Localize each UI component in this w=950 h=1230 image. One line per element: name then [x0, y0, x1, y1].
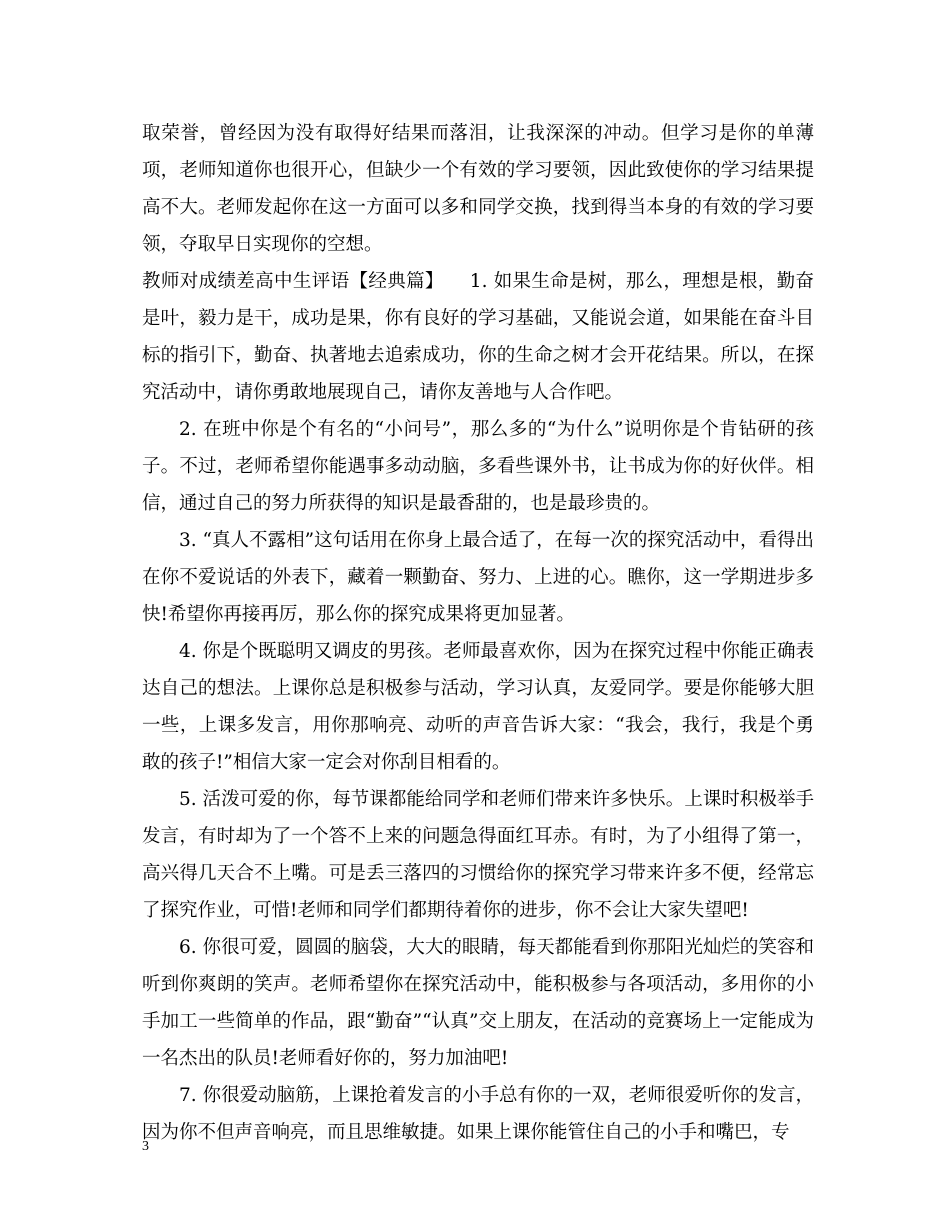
page-number: 3 — [142, 1139, 149, 1154]
paragraph-item-7: 7. 你很爱动脑筋，上课抢着发言的小手总有你的一双，老师很爱听你的发言，因为你不但声音响亮，而且思维敏捷。如果上课你能管住自己的小手和嘴巴，专 — [142, 1085, 814, 1143]
paragraph-item-4: 4. 你是个既聪明又调皮的男孩。老师最喜欢你，因为在探究过程中你能正确表达自己的想法。上课你总是积极参与活动，学习认真，友爱同学。要是你能够大胆一些，上课多发言，用你那响亮、动听的声音告诉大家：“我会，我行，我是个勇敢的孩子!”相信大家一定会对你刮目相看的。 — [142, 641, 814, 773]
paragraph-item-2: 2. 在班中你是个有名的“小问号”，那么多的“为什么”说明你是个肯钻研的孩子。不过，老师希望你能遇事多动动脑，多看些课外书，让书成为你的好伙伴。相信，通过自己的努力所获得的知识是最香甜的，也是最珍贵的。 — [142, 419, 814, 514]
paragraph-item-3: 3. “真人不露相”这句话用在你身上最合适了，在每一次的探究活动中，看得出在你不爱说话的外表下，藏着一颗勤奋、努力、上进的心。瞧你，这一学期进步多快!希望你再接再厉，那么你的探究成果将更加显著。 — [142, 530, 814, 625]
paragraph-item-6: 6. 你很可爱，圆圆的脑袋，大大的眼睛，每天都能看到你那阳光灿烂的笑容和听到你爽朗的笑声。老师希望你在探究活动中，能积极参与各项活动，多用你的小手加工一些简单的作品，跟“勤奋”“认真”交上朋友，在活动的竞赛场上一定能成为一名杰出的队员!老师看好你的，努力加油吧! — [142, 937, 814, 1069]
item-1-text: 1. 如果生命是树，那么，理想是根，勤奋是叶，毅力是干，成功是果，你有良好的学习基础，又能说会道，如果能在奋斗目标的指引下，勤奋、执著地去追索成功，你的生命之树才会开花结果。所以，在探究活动中，请你勇敢地展现自己，请你友善地与人合作吧。 — [142, 271, 814, 403]
document-body — [142, 115, 814, 1151]
paragraph-item-5: 5. 活泼可爱的你，每节课都能给同学和老师们带来许多快乐。上课时积极举手发言，有时却为了一个答不上来的问题急得面红耳赤。有时，为了小组得了第一，高兴得几天合不上嘴。可是丢三落四的习惯给你的探究学习带来许多不便，经常忘了探究作业，可惜!老师和同学们都期待着你的进步，你不会让大家失望吧! — [142, 789, 814, 921]
section-heading: 教师对成绩差高中生评语【经典篇】 — [142, 271, 444, 292]
paragraph-continuation: 取荣誉，曾经因为没有取得好结果而落泪，让我深深的冲动。但学习是你的单薄项，老师知道你也很开心，但缺少一个有效的学习要领，因此致使你的学习结果提高不大。老师发起你在这一方面可以多和同学交换，找到得当本身的有效的学习要领，夺取早日实现你的空想。 — [142, 123, 814, 255]
paragraph-heading-item-1 — [142, 263, 814, 411]
